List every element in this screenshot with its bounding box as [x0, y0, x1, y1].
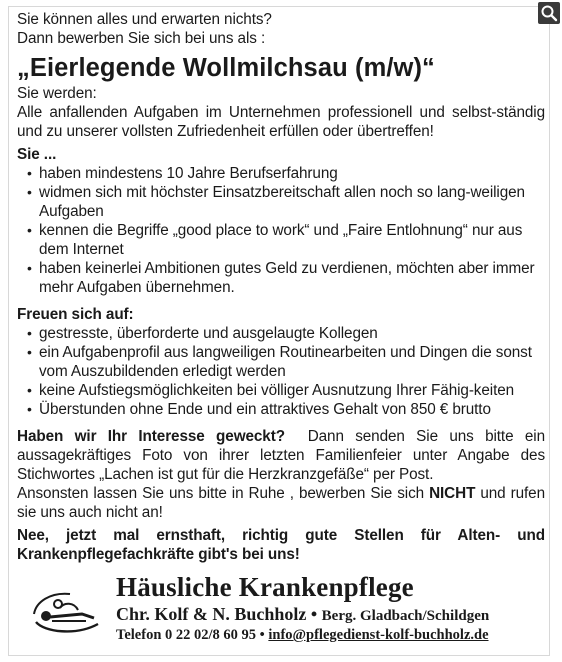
bullet-icon: •: [27, 325, 32, 341]
list-item: • haben keinerlei Ambitionen gutes Geld zu verdienen, möchten aber immer mehr Aufgaben übernehmen.: [27, 260, 535, 296]
list-item: • haben mindestens 10 Jahre Berufserfahrung: [27, 165, 338, 182]
email-link[interactable]: info@pflegedienst-kolf-buchholz.de: [268, 627, 489, 643]
bullet-icon: •: [27, 222, 32, 238]
apply-lead: Haben wir Ihr Interesse geweckt?: [17, 428, 285, 445]
profile-list: [17, 164, 545, 297]
bullet-icon: •: [27, 184, 32, 200]
company-owners: Chr. Kolf & N. Buchholz • Berg. Gladbach/Schildgen: [116, 604, 490, 624]
list-item: • kennen die Begriffe „good place to work“ und „Faire Entlohnung“ nur aus dem Internet: [27, 222, 523, 258]
closing-statement: Nee, jetzt mal ernsthaft, richtig gute Stellen für Alten- und Krankenpflegefachkräfte gibt's bei uns!: [17, 527, 545, 563]
job-ad: [17, 10, 545, 564]
intro-line-1: Sie können alles und erwarten nichts?: [17, 11, 272, 28]
profile-heading: Sie ...: [17, 146, 57, 163]
intro-line-2: Dann bewerben Sie sich bei uns als :: [17, 30, 266, 47]
apply-paragraph: [17, 427, 545, 484]
bullet-icon: •: [27, 344, 32, 360]
list-item: • Überstunden ohne Ende und ein attraktives Gehalt von 850 € brutto: [27, 401, 491, 418]
bullet-icon: •: [27, 165, 32, 181]
otherwise-paragraph: Ansonsten lassen Sie uns bitte in Ruhe , bewerben Sie sich NICHT und rufen sie uns auch nicht an!: [17, 485, 546, 521]
offer-heading: Freuen sich auf:: [17, 306, 134, 323]
list-item: • keine Aufstiegsmöglichkeiten bei völliger Ausnutzung Ihrer Fähig-keiten: [27, 382, 515, 399]
task-text: Alle anfallenden Aufgaben im Unternehmen professionell und selbst-ständig und zu unserer vollsten Zufriedenheit erfüllen oder übertreffen!: [17, 104, 545, 140]
company-name: Häusliche Krankenpflege: [116, 572, 414, 602]
company-location: Berg. Gladbach/Schildgen: [321, 608, 490, 624]
list-item: • ein Aufgabenprofil aus langweiligen Routinearbeiten und Dingen die sonst vom Auszubildenden erledigt werden: [27, 344, 532, 380]
bullet-icon: •: [27, 382, 32, 398]
list-item: • widmen sich mit höchster Einsatzbereitschaft allen noch so lang-weiligen Aufgaben: [27, 184, 525, 220]
list-item: • gestresste, überforderte und ausgelaugte Kollegen: [27, 325, 378, 342]
bullet-icon: •: [27, 401, 32, 417]
separator-dot-icon: •: [310, 604, 318, 624]
apply-text: Dann senden Sie uns bitte ein aussagekräftiges Foto von ihrer letzten Familienfeier unter Angabe des Stichwortes „Lachen ist gut für die Herzkranzgefäße“ per Post.: [17, 428, 545, 483]
nurse-care-logo-icon: [30, 584, 102, 640]
bullet-icon: •: [27, 260, 32, 276]
not-emphasis: NICHT: [429, 485, 476, 502]
task-heading: Sie werden:: [17, 85, 97, 102]
ad-title: „Eierlegende Wollmilchsau (m/w)“: [17, 54, 435, 82]
offer-list: [17, 324, 545, 419]
company-footer: [30, 572, 530, 652]
phone-number: Telefon 0 22 02/8 60 95: [116, 627, 257, 643]
company-contact: Telefon 0 22 02/8 60 95 • info@pflegedienst-kolf-buchholz.de: [116, 627, 489, 643]
